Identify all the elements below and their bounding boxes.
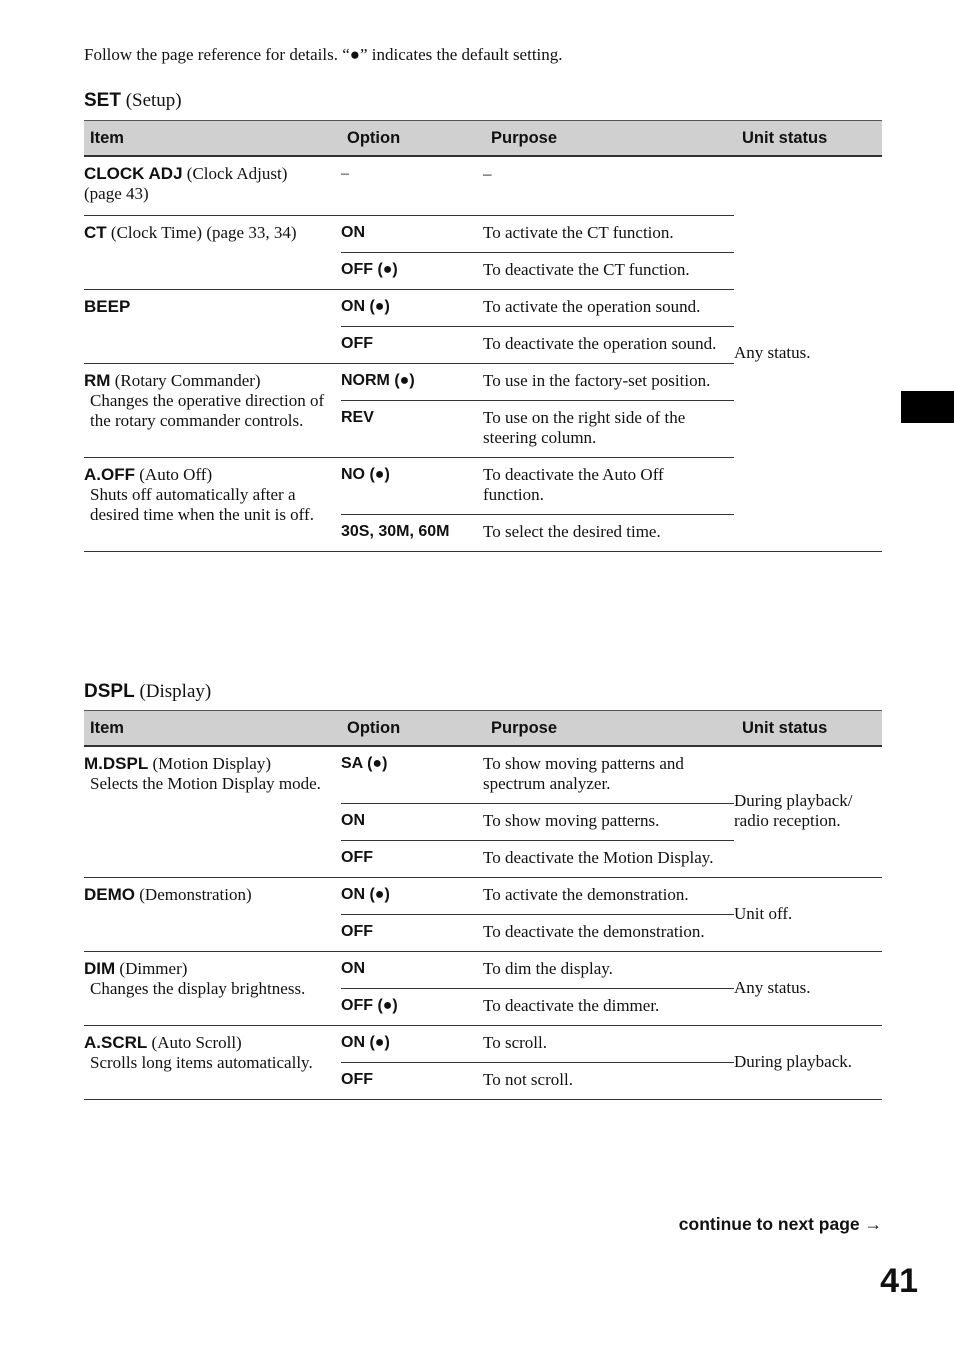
page-number: 41 — [880, 1262, 918, 1300]
table-row — [84, 746, 882, 804]
set-table — [84, 120, 882, 552]
item-name: M.DSPL — [84, 754, 149, 773]
option-cell: OFF — [341, 915, 483, 952]
item-name: BEEP — [84, 297, 131, 316]
table-row — [84, 952, 882, 989]
purpose-cell: To deactivate the dimmer. — [483, 989, 734, 1026]
option-cell: OFF — [341, 327, 483, 364]
intro-text: Follow the page reference for details. “●” indicates the default setting. — [84, 45, 563, 64]
table-row — [84, 156, 882, 216]
unit-status-cell: Any status. — [734, 952, 882, 1026]
item-paren: (Clock Adjust) — [186, 164, 288, 183]
item-cell — [84, 216, 341, 290]
item-cell — [84, 1026, 341, 1100]
item-paren: (Rotary Commander) — [114, 371, 261, 390]
header-unit-status: Unit status — [734, 121, 882, 157]
item-name: DIM — [84, 959, 116, 978]
item-paren: (Auto Off) — [139, 465, 213, 484]
option-cell: REV — [341, 401, 483, 458]
purpose-cell: To deactivate the Auto Off function. — [483, 458, 734, 515]
option-cell: 30S, 30M, 60M — [341, 515, 483, 552]
header-option: Option — [341, 711, 483, 747]
item-desc: Changes the operative direction of the rotary commander controls. — [90, 391, 325, 430]
header-unit-status: Unit status — [734, 711, 882, 747]
option-cell: ON (●) — [341, 878, 483, 915]
set-title-rest: (Setup) — [125, 90, 182, 111]
item-paren: (Auto Scroll) — [151, 1033, 242, 1052]
set-title-bold: SET — [84, 90, 121, 111]
unit-status-cell: During playback/ radio reception. — [734, 746, 882, 878]
dspl-table — [84, 710, 882, 1100]
option-cell: NO (●) — [341, 458, 483, 515]
purpose-cell: To activate the operation sound. — [483, 290, 734, 327]
item-cell — [84, 878, 341, 952]
option-cell: NORM (●) — [341, 364, 483, 401]
header-option: Option — [341, 121, 483, 157]
item-desc: Selects the Motion Display mode. — [90, 774, 321, 793]
item-name: A.SCRL — [84, 1033, 148, 1052]
header-item: Item — [84, 711, 341, 747]
item-cell — [84, 458, 341, 552]
section-tab-marker — [901, 391, 954, 423]
item-name: A.OFF — [84, 465, 135, 484]
continue-next-page: continue to next page → — [678, 1214, 882, 1234]
purpose-cell: To select the desired time. — [483, 515, 734, 552]
item-cell — [84, 290, 341, 364]
dspl-title-rest: (Display) — [139, 681, 212, 702]
item-desc: Changes the display brightness. — [90, 979, 306, 998]
purpose-cell: To scroll. — [483, 1026, 734, 1063]
unit-status-cell: Unit off. — [734, 878, 882, 952]
purpose-cell: To not scroll. — [483, 1063, 734, 1100]
option-cell: ON (●) — [341, 290, 483, 327]
option-cell: OFF — [341, 841, 483, 878]
purpose-cell: To use in the factory-set position. — [483, 364, 734, 401]
purpose-cell: To show moving patterns. — [483, 804, 734, 841]
item-name: RM — [84, 371, 111, 390]
option-cell: ON — [341, 216, 483, 253]
purpose-cell: To activate the demonstration. — [483, 878, 734, 915]
option-cell: ON — [341, 952, 483, 989]
item-cell — [84, 156, 341, 216]
item-desc: Shuts off automatically after a desired time when the unit is off. — [90, 485, 314, 524]
item-cell — [84, 952, 341, 1026]
table-row — [84, 878, 882, 915]
purpose-cell: To deactivate the Motion Display. — [483, 841, 734, 878]
item-desc: Scrolls long items automatically. — [90, 1053, 313, 1072]
header-purpose: Purpose — [483, 121, 734, 157]
table-row — [84, 1026, 882, 1063]
header-purpose: Purpose — [483, 711, 734, 747]
option-cell: OFF (●) — [341, 989, 483, 1026]
purpose-cell: To activate the CT function. — [483, 216, 734, 253]
purpose-cell: To dim the display. — [483, 952, 734, 989]
unit-status-cell: During playback. — [734, 1026, 882, 1100]
option-cell: OFF (●) — [341, 253, 483, 290]
item-cell — [84, 364, 341, 458]
item-name: DEMO — [84, 885, 135, 904]
option-cell: OFF — [341, 1063, 483, 1100]
purpose-cell: To deactivate the demonstration. — [483, 915, 734, 952]
option-cell: – — [341, 156, 483, 216]
purpose-cell: To deactivate the CT function. — [483, 253, 734, 290]
option-cell: ON — [341, 804, 483, 841]
set-section-title — [84, 90, 182, 112]
header-item: Item — [84, 121, 341, 157]
item-paren: (Motion Display) — [152, 754, 272, 773]
dspl-title-bold: DSPL — [84, 681, 135, 702]
dspl-section-title — [84, 681, 211, 703]
item-paren: (Clock Time) (page 33, 34) — [110, 223, 297, 242]
purpose-cell: – — [483, 156, 734, 216]
unit-status-cell: Any status. — [734, 156, 882, 552]
purpose-cell: To use on the right side of the steering column. — [483, 401, 734, 458]
item-paren: (Demonstration) — [139, 885, 252, 904]
item-cell — [84, 746, 341, 878]
purpose-cell: To deactivate the operation sound. — [483, 327, 734, 364]
option-cell: ON (●) — [341, 1026, 483, 1063]
item-name: CLOCK ADJ — [84, 164, 183, 183]
item-name: CT — [84, 223, 107, 242]
item-paren: (Dimmer) — [119, 959, 188, 978]
purpose-cell: To show moving patterns and spectrum analyzer. — [483, 746, 734, 804]
option-cell: SA (●) — [341, 746, 483, 804]
item-desc: (page 43) — [84, 184, 149, 203]
